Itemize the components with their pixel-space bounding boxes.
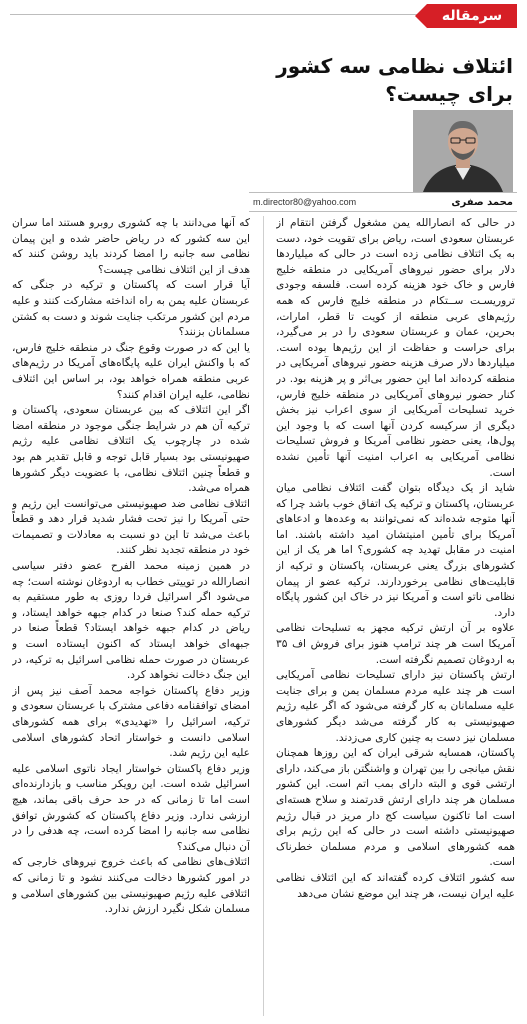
paragraph: ارتش پاکستان نیز دارای تسلیحات نظامی آمریکایی است هر چند علیه مردم مسلمان یمن و برای جنایت علیه مسلمانان به کار گرفته می‌شود که اگر علیه رژیم صهیونیستی به کار گرفته می‌شد دیگر کشورهای مسلمان نیز دست به چنین کاری می‌زدند.	[276, 669, 515, 744]
author-byline	[249, 192, 517, 212]
author-photo	[413, 110, 513, 192]
author-email: m.director80@yahoo.com	[253, 197, 357, 207]
paragraph: یا این که در صورت وقوع جنگ در منطقه خلیج فارس، که با واکنش ایران علیه پایگاه‌های آمریکا در رژیم‌های عربی منطقه همراه خواهد بود، بر اساس این ائتلاف نظامی، علیه ایران اقدام کنند؟	[12, 341, 250, 401]
column-divider	[263, 216, 264, 1016]
paragraph: شاید از یک دیدگاه بتوان گفت ائتلاف نظامی میان عربستان، پاکستان و ترکیه یک اتفاق خوب باشد چرا که آنها متوجه شده‌اند که نمی‌توانند به وعده‌ها و ادعاهای آمریکا برای تأمین امنیتشان امید داشته باشند. اما امنیت در مقابل تهدید چه کشوری؟ اما هر یک از این کشورهای بزرگ یعنی عربستان، پاکستان و ترکیه از قابلیت‌های نظامی برخوردارند. ترکیه عضو از پیمان نظامی ناتو است و آمریکا نیز در خاک این کشور پایگاه دارد.	[276, 482, 515, 619]
headline-line-2: برای چیست؟	[385, 82, 513, 106]
article-column-left	[12, 216, 250, 1016]
paragraph: که آنها می‌دانند با چه کشوری روبرو هستند اما سران این سه کشور که در ریاض حاضر شده و این پیمان نظامی سه جانبه را امضا کردند باید روشن کنند که هدف از این ائتلاف نظامی چیست؟	[12, 217, 250, 276]
paragraph: آیا قرار است که پاکستان و ترکیه در جنگی که عربستان علیه یمن به راه انداخته مشارکت کنند و علیه مردم این کشور مرتکب جنایت شوند و دست به کشتن مسلمانان بزنند؟	[12, 279, 250, 339]
paragraph: در همین زمینه محمد الفرح عضو دفتر سیاسی انصارالله در توییتی خطاب به اردوغان نوشته است؛ چه می‌شود اگر اسرائیل فردا روزی به طور مستقیم به ترکیه حمله کند؟ صنعا در کدام جبهه خواهد ایستاد، و ریاض در کدام جبهه خواهد ایستاد؟ قطعاً صنعا در جبهه‌ای خواهد ایستاد که اکنون ایستاده است و عربستان در صورت حمله نظامی اسرائیل به ترکیه، در این جنگ دخالت نخواهد کرد.	[12, 560, 250, 682]
paragraph: وزیر دفاع پاکستان خواجه محمد آصف نیز پس از امضای توافقنامه دفاعی مشترک با عربستان سعودی و ترکیه، اسرائیل را «تهدیدی» برای همه کشورهای اسلامی دانست و خواستار اتحاد کشورهای اسلامی علیه این رژیم شد.	[12, 684, 250, 760]
paragraph: در حالی که انصارالله یمن مشغول گرفتن انتقام از عربستان سعودی است، ریاض برای تقویت خود، دست به یک ائتلاف نظامی زده است در حالی که میلیاردها دلار برای حضور نیروهای آمریکایی در منطقه خلیج فارس و خاک خود هزینه کرده است. فلسفه وجودی تروریسـت ســتکام در منطقه خلیج فارس که همه رژیم‌های عربی منطقه از کویت تا قطر، امارات، بحرین، عمان و عربستان سعودی را در بر می‌گیرد، برای حراست و حفاظت از این رژیم‌ها بوده است. میلیاردها دلار صرف هزینه حضور نیروهای آمریکایی در منطقه کرده‌اند اما این حضور بی‌اثر و پر هزینه بود. در کنار حضور نیروهای آمریکایی در منطقه خلیج فارس، خرید تسلیحات آمریکایی از سوی اعراب نیز بخش دیگری از سرکیسه کردن آنها است که با وجود این پول‌ها، یعنی حضور نظامی آمریکا و فروش تسلیحات نظامی آمریکایی به اعراب امنیت آنها تأمین نشده است.	[276, 217, 515, 479]
paragraph: اگر این ائتلاف که بین عربستان سعودی، پاکستان و ترکیه آن هم در شرایط جنگی موجود در منطقه امضا شده در چارچوب یک ائتلاف نظامی علیه رژیم صهیونیستی بود بسیار قابل توجه و قابل تقدیر هم بود و قطعاً چنین ائتلاف نظامی، با عضویت دیگر کشورها همراه می‌شد.	[12, 404, 250, 495]
paragraph: علاوه بر آن ارتش ترکیه مجهز به تسلیحات نظامی آمریکا است هر چند ترامپ هنوز برای فروش اف ۳۵ به اردوغان تصمیم نگرفته است.	[276, 622, 515, 666]
article-column-right	[276, 216, 515, 1016]
paragraph: پاکستان، همسایه شرقی ایران که این روزها همچنان نقش میانجی را بین تهران و واشنگتن باز می‌کند، دارای ارتشی قوی و البته دارای بمب اتم است. این کشور مسلمان هر چند دارای ارتش قدرتمند و سلاح هسته‌ای است اما تاکنون سیاست کج دار مریز در قبال رژیم صهیونیستی داشته است در حالی که این رژیم برای همه کشورهای اسلامی و مردم مسلمان خطرناک است.	[276, 747, 515, 869]
paragraph: سه کشور ائتلاف کرده گفته‌اند که این ائتلاف نظامی علیه ایران نیست، هر چند این موضع نشان می‌دهد	[276, 871, 515, 900]
paragraph: ائتلاف‌های نظامی که باعث خروج نیروهای خارجی که در امور کشورها دخالت می‌کنند نشود و تا زمانی که ائتلافی علیه رژیم صهیونیستی بین کشورهای اسلامی و مسلمان شکل نگیرد ارزش ندارد.	[12, 856, 250, 916]
section-kicker: سرمقاله	[427, 4, 517, 28]
headline-line-1: ائتلاف نظامی سه کشور	[276, 54, 513, 78]
paragraph: ائتلاف نظامی ضد صهیونیستی می‌توانست این رژیم و حتی آمریکا را نیز تحت فشار شدید قرار دهد و قطعاً باعث می‌شد تا این دو نسبت به معادلات و تصمیمات خود در منطقه تجدید نظر کنند.	[12, 497, 250, 557]
author-name: محمد صفری	[451, 196, 513, 208]
paragraph: وزیر دفاع پاکستان خواستار ایجاد ناتوی اسلامی علیه اسرائیل شده است. این رویکر مناسب و بازدارنده‌ای است اما تا زمانی که در حد حرف باقی بماند، هیچ ارزشی ندارد. وزیر دفاع پاکستان که کشورش توافق نظامی سه جانبه را امضا کرده است، چه هدفی را در آن دنبال می‌کند؟	[12, 762, 250, 853]
headline	[263, 52, 513, 108]
